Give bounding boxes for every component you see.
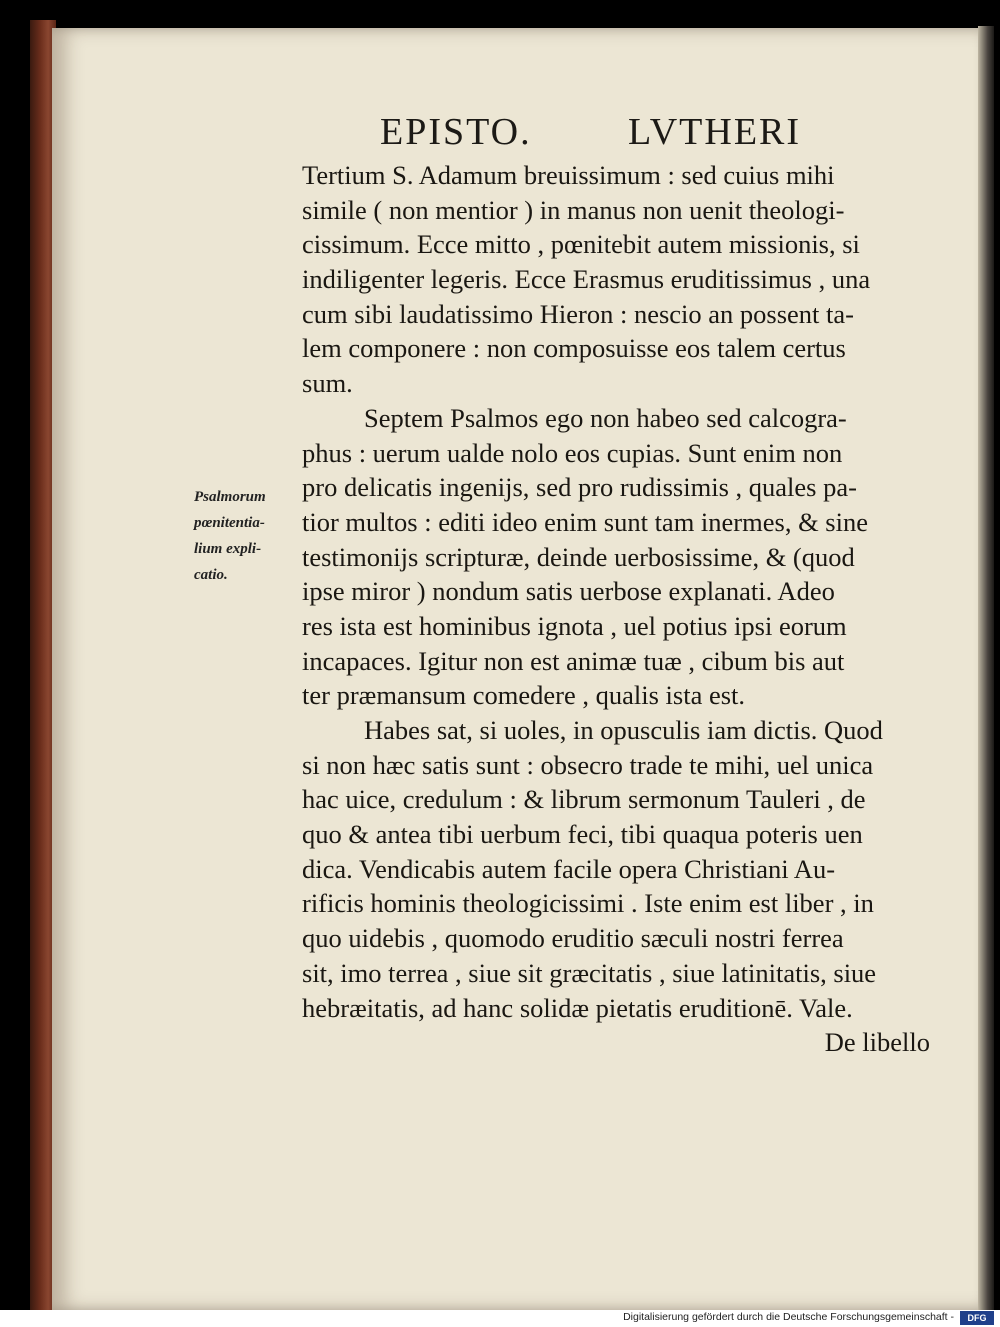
- marginal-line: lium expli-: [194, 541, 262, 557]
- text-line: sum.: [302, 368, 353, 399]
- dfg-logo: DFG: [960, 1311, 994, 1325]
- header-right: LVTHERI: [628, 111, 802, 153]
- marginal-line: pœnitentia-: [194, 515, 265, 531]
- text-line: ipse miror ) nondum satis uerbose explanati. Adeo: [302, 576, 835, 607]
- text-line: tior multos : editi ideo enim sunt tam inermes, & sine: [302, 506, 868, 537]
- paragraph-start-line: Septem Psalmos ego non habeo sed calcogra-: [364, 402, 847, 433]
- text-line: rificis hominis theologicissimi . Iste enim est liber , in: [302, 888, 874, 919]
- text-line: ter præmansum comedere , qualis ista est.: [302, 680, 746, 711]
- text-line: hebræitatis, ad hanc solidæ pietatis eruditionē. Vale.: [302, 992, 853, 1023]
- digitization-footer: [0, 1310, 1000, 1327]
- text-line: incapaces. Igitur non est animæ tuæ , cibum bis aut: [302, 645, 845, 676]
- text-line: indiligenter legeris. Ecce Erasmus eruditissimus , una: [302, 264, 871, 295]
- catchword: De libello: [824, 1027, 930, 1058]
- page-edge: [978, 26, 994, 1310]
- text-line: dica. Vendicabis autem facile opera Christiani Au-: [302, 853, 836, 884]
- running-header: [380, 110, 860, 154]
- text-line: hac uice, credulum : & librum sermonum Tauleri , de: [302, 784, 866, 815]
- text-line: lem componere : non composuisse eos talem certus: [302, 333, 846, 364]
- text-line: si non hæc satis sunt : obsecro trade te mihi, uel unica: [302, 749, 874, 780]
- text-line: sit, imo terrea , siue sit græcitatis , siue latinitatis, siue: [302, 957, 877, 988]
- text-line: cissimum. Ecce mitto , pœnitebit autem missionis, si: [302, 229, 860, 260]
- text-line: testimonijs scripturæ, deinde uerbosissime, & (quod: [302, 541, 855, 572]
- marginal-line: catio.: [194, 567, 228, 583]
- text-line: quo uidebis , quomodo eruditio sæculi nostri ferrea: [302, 923, 844, 954]
- marginal-line: Psalmorum: [194, 489, 266, 505]
- body-text: [302, 158, 942, 1060]
- text-line: pro delicatis ingenijs, sed pro rudissimis , quales pa-: [302, 472, 857, 503]
- text-line: res ista est hominibus ignota , uel potius ipsi eorum: [302, 610, 847, 641]
- footer-text: Digitalisierung gefördert durch die Deutsche Forschungsgemeinschaft -: [623, 1311, 954, 1323]
- text-line: Tertium S. Adamum breuissimum : sed cuius mihi: [302, 160, 835, 190]
- header-left: EPISTO.: [380, 111, 532, 153]
- text-line: cum sibi laudatissimo Hieron : nescio an possent ta-: [302, 298, 854, 329]
- text-line: simile ( non mentior ) in manus non uenit theologi-: [302, 194, 845, 225]
- text-line: phus : uerum ualde nolo eos cupias. Sunt enim non: [302, 437, 843, 468]
- paragraph-start-line: Habes sat, si uoles, in opusculis iam dictis. Quod: [364, 715, 883, 745]
- text-line: quo & antea tibi uerbum feci, tibi quaqua poteris uen: [302, 819, 863, 850]
- marginal-note: [194, 484, 300, 588]
